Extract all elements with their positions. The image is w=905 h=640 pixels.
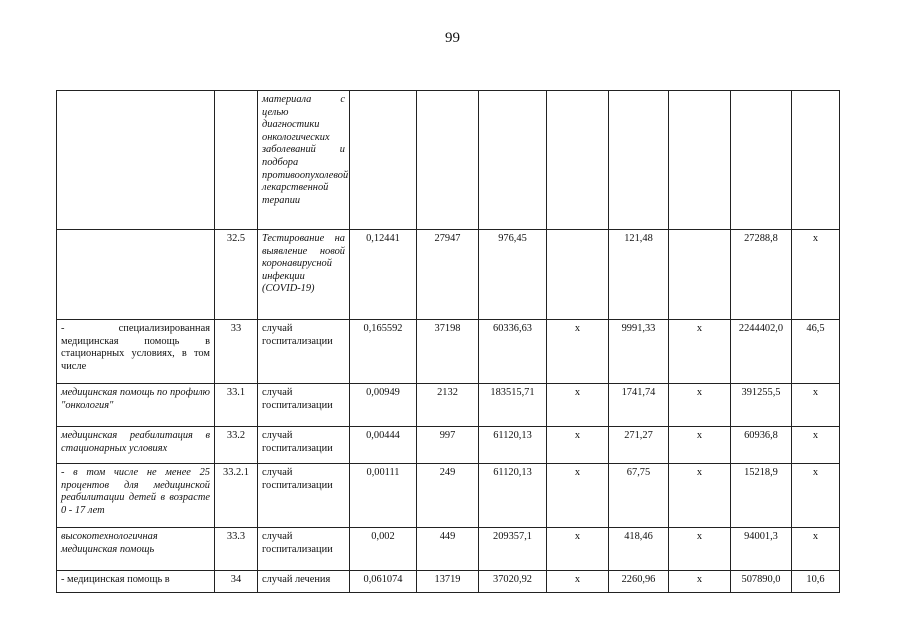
value-cell-4: x	[547, 384, 609, 427]
value-cell-8	[792, 91, 840, 230]
value-cell-2: 997	[417, 427, 479, 464]
row-code-cell: 32.5	[215, 230, 258, 320]
table-row	[57, 464, 840, 528]
row-name-cell: высокотехнологичная медицинская помощь	[57, 528, 215, 571]
value-cell-7: 60936,8	[731, 427, 792, 464]
row-code-cell: 33.3	[215, 528, 258, 571]
value-cell-3	[479, 91, 547, 230]
value-cell-7: 27288,8	[731, 230, 792, 320]
value-cell-4	[547, 91, 609, 230]
row-code-cell	[215, 91, 258, 230]
value-cell-5: 67,75	[609, 464, 669, 528]
value-cell-3: 209357,1	[479, 528, 547, 571]
row-unit-cell: Тестирование на выявление новой коронавирусной инфекции (COVID-19)	[258, 230, 350, 320]
row-code-cell: 33.1	[215, 384, 258, 427]
value-cell-3: 183515,71	[479, 384, 547, 427]
value-cell-2: 13719	[417, 571, 479, 593]
value-cell-6	[669, 91, 731, 230]
value-cell-4: x	[547, 528, 609, 571]
value-cell-5: 2260,96	[609, 571, 669, 593]
value-cell-1: 0,165592	[350, 320, 417, 384]
row-name-cell: медицинская реабилитация в стационарных условиях	[57, 427, 215, 464]
row-name-cell	[57, 91, 215, 230]
value-cell-6: x	[669, 320, 731, 384]
row-code-cell: 34	[215, 571, 258, 593]
row-name-cell: - медицинская помощь в	[57, 571, 215, 593]
value-cell-1: 0,00949	[350, 384, 417, 427]
value-cell-5: 1741,74	[609, 384, 669, 427]
row-unit-cell: случай лечения	[258, 571, 350, 593]
row-unit-cell: случай госпитализации	[258, 384, 350, 427]
value-cell-6: x	[669, 384, 731, 427]
value-cell-2: 27947	[417, 230, 479, 320]
value-cell-8: x	[792, 384, 840, 427]
value-cell-3: 61120,13	[479, 427, 547, 464]
row-code-cell: 33.2.1	[215, 464, 258, 528]
row-name-cell: медицинская помощь по профилю "онкология"	[57, 384, 215, 427]
value-cell-3: 976,45	[479, 230, 547, 320]
table-row	[57, 384, 840, 427]
value-cell-6: x	[669, 427, 731, 464]
value-cell-8: x	[792, 230, 840, 320]
value-cell-8: 46,5	[792, 320, 840, 384]
table-row	[57, 230, 840, 320]
value-cell-1: 0,12441	[350, 230, 417, 320]
value-cell-7	[731, 91, 792, 230]
row-code-cell: 33.2	[215, 427, 258, 464]
row-name-cell: - в том числе не менее 25 процентов для медицинской реабилитации детей в возрасте 0 - 17 лет	[57, 464, 215, 528]
value-cell-1: 0,002	[350, 528, 417, 571]
row-unit-cell: случай госпитализации	[258, 464, 350, 528]
value-cell-6	[669, 230, 731, 320]
value-cell-1	[350, 91, 417, 230]
value-cell-2: 449	[417, 528, 479, 571]
value-cell-4: x	[547, 427, 609, 464]
value-cell-1: 0,00444	[350, 427, 417, 464]
row-unit-cell: случай госпитализации	[258, 427, 350, 464]
row-name-cell	[57, 230, 215, 320]
value-cell-5: 121,48	[609, 230, 669, 320]
row-unit-cell: материала с целью диагностики онкологических заболеваний и подбора противоопухолевой лекарственной терапии	[258, 91, 350, 230]
value-cell-6: x	[669, 464, 731, 528]
value-cell-3: 37020,92	[479, 571, 547, 593]
value-cell-6: x	[669, 528, 731, 571]
value-cell-5: 271,27	[609, 427, 669, 464]
value-cell-4: x	[547, 571, 609, 593]
value-cell-3: 61120,13	[479, 464, 547, 528]
row-unit-cell: случай госпитализации	[258, 320, 350, 384]
value-cell-8: x	[792, 528, 840, 571]
value-cell-5: 418,46	[609, 528, 669, 571]
value-cell-8: x	[792, 427, 840, 464]
value-cell-5: 9991,33	[609, 320, 669, 384]
value-cell-8: 10,6	[792, 571, 840, 593]
value-cell-7: 94001,3	[731, 528, 792, 571]
value-cell-1: 0,061074	[350, 571, 417, 593]
page-number: 99	[445, 30, 460, 46]
table-row	[57, 320, 840, 384]
value-cell-7: 2244402,0	[731, 320, 792, 384]
data-table	[56, 90, 840, 593]
value-cell-2: 2132	[417, 384, 479, 427]
row-code-cell: 33	[215, 320, 258, 384]
value-cell-5	[609, 91, 669, 230]
row-unit-cell: случай госпитализации	[258, 528, 350, 571]
table-row	[57, 91, 840, 230]
value-cell-7: 391255,5	[731, 384, 792, 427]
value-cell-3: 60336,63	[479, 320, 547, 384]
value-cell-4	[547, 230, 609, 320]
value-cell-2: 249	[417, 464, 479, 528]
value-cell-8: x	[792, 464, 840, 528]
row-name-cell: - специализированная медицинская помощь в стационарных условиях, в том числе	[57, 320, 215, 384]
table-row	[57, 427, 840, 464]
table-row	[57, 528, 840, 571]
value-cell-7: 15218,9	[731, 464, 792, 528]
value-cell-4: x	[547, 320, 609, 384]
table-row	[57, 571, 840, 593]
value-cell-2: 37198	[417, 320, 479, 384]
value-cell-4: x	[547, 464, 609, 528]
value-cell-7: 507890,0	[731, 571, 792, 593]
value-cell-2	[417, 91, 479, 230]
value-cell-1: 0,00111	[350, 464, 417, 528]
value-cell-6: x	[669, 571, 731, 593]
